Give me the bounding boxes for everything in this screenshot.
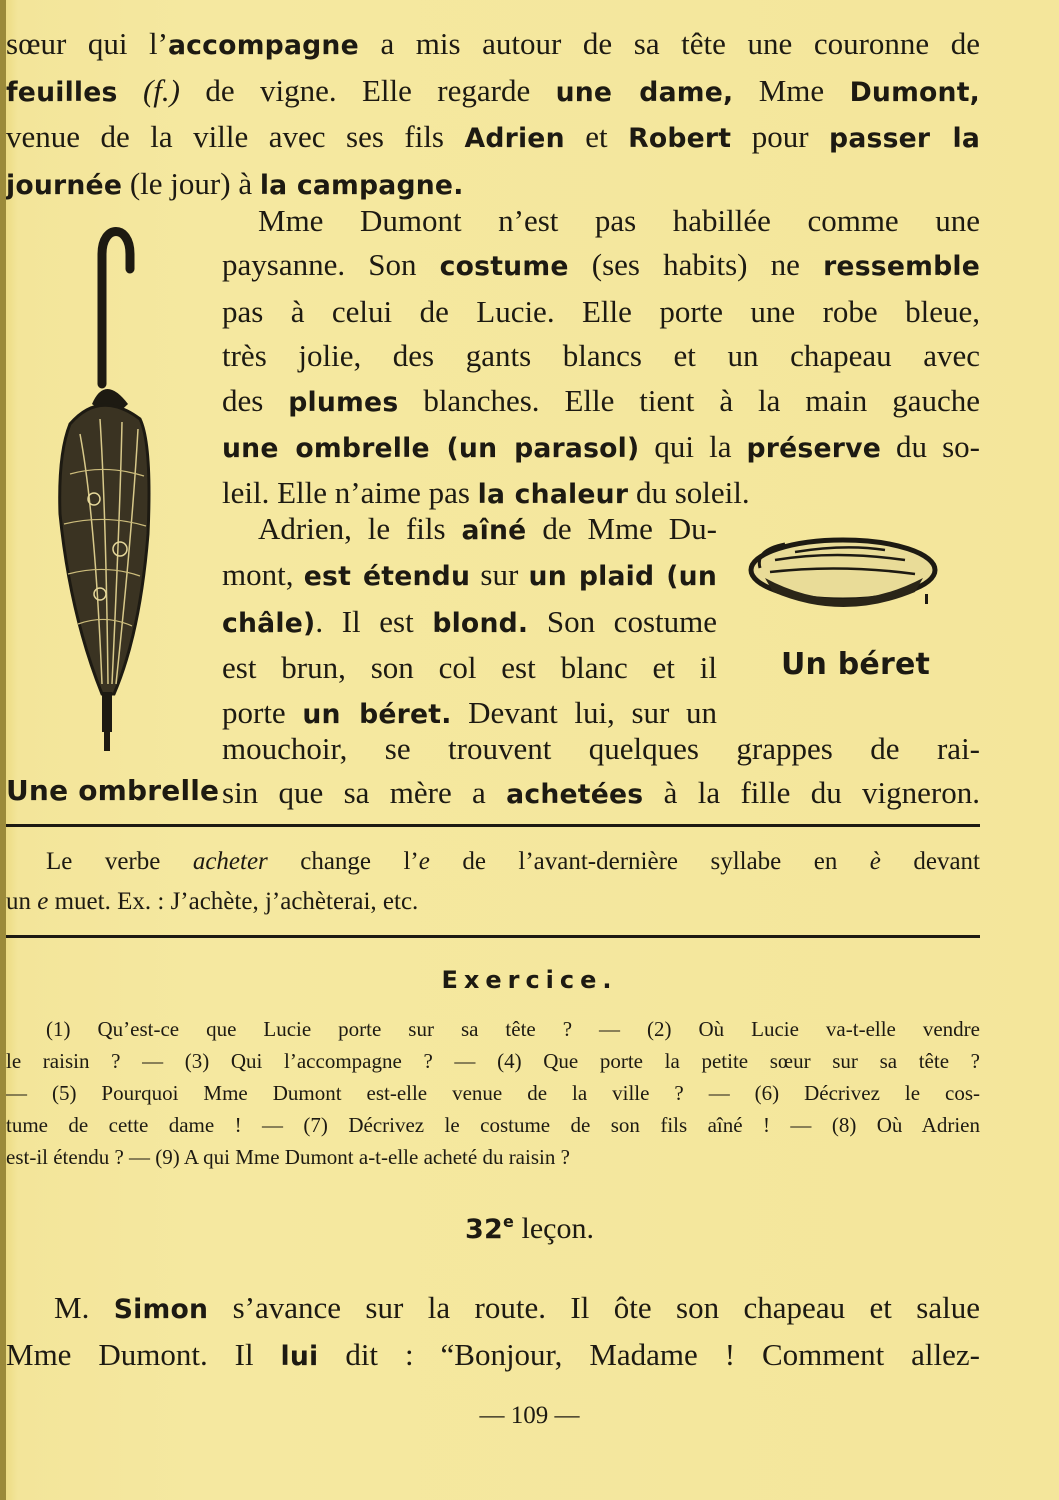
text: Son costume [528, 603, 717, 639]
text-line [6, 1285, 980, 1332]
paragraph-adrien-continued [222, 727, 980, 818]
text: Mme [733, 72, 850, 108]
italic-word: è [869, 848, 881, 875]
vocab-word: aîné [461, 515, 527, 546]
text: de l’avant-dernière syllabe en [429, 848, 870, 875]
vocab-word: Robert [628, 123, 732, 154]
text: du so- [880, 429, 980, 465]
text-line: est-il étendu ? — (9) A qui Mme Dumont a-t-elle acheté du raisin ? [6, 1145, 570, 1169]
vocab-word: passer la [829, 123, 980, 154]
vocab-word: ressemble [823, 251, 980, 283]
text: Mme Dumont n’est pas habillée comme une [258, 203, 980, 238]
text-line [222, 379, 980, 425]
text-line: le raisin ? — (3) Qui l’accompagne ? — (4) Que porte la petite sœur sur sa tête ? [6, 1049, 980, 1073]
paragraph-costume [222, 199, 980, 518]
text-line [222, 553, 717, 599]
text-line [222, 727, 980, 771]
lesson-word: leçon. [514, 1212, 594, 1245]
text: sœur qui l’ [6, 26, 168, 61]
text-line: — (5) Pourquoi Mme Dumont est-elle venue de la ville ? — (6) Décrivez le cos- [6, 1081, 980, 1105]
text-line [222, 600, 717, 646]
text: de vigne. Elle regarde [180, 72, 556, 108]
text: M. [54, 1290, 114, 1325]
vocab-word: journée [6, 169, 123, 201]
text [118, 73, 143, 108]
vocab-word: châle) [222, 607, 316, 639]
text: pas à celui de Lucie. Elle porte une robe bleue, [222, 293, 980, 329]
text: (ses habits) ne [568, 247, 824, 283]
vocab-word: achetées [506, 779, 644, 811]
text: et [564, 119, 629, 154]
divider-bottom [6, 935, 980, 938]
text: s’avance sur la route. Il ôte son chapeau et salue [208, 1290, 980, 1325]
umbrella-illustration [40, 214, 180, 759]
text-line [222, 646, 717, 690]
exercise-title: Exercice. [441, 966, 618, 994]
vocab-word: un béret. [302, 698, 452, 730]
vocab-word: un plaid (un [528, 561, 717, 593]
text: Mme Dumont. Il [6, 1337, 281, 1372]
vocab-word: une ombrelle (un parasol) [222, 433, 640, 465]
text: qui la [639, 429, 747, 465]
text: (le jour) à [122, 165, 260, 201]
text-line [6, 69, 980, 116]
text: sin que sa mère a [222, 775, 507, 811]
vocab-word: est étendu [303, 561, 471, 593]
text: des [222, 382, 289, 418]
text-line [222, 199, 980, 243]
vocab-word: Dumont, [849, 76, 980, 108]
text: est brun, son col est blanc et il [222, 650, 717, 686]
text: Devant lui, sur un [451, 694, 717, 730]
text: un [6, 888, 38, 915]
text: très jolie, des gants blancs et un chapeau avec [222, 338, 980, 374]
text: change l’ [267, 848, 419, 875]
vocab-word: costume [439, 251, 569, 283]
text: du soleil. [628, 475, 750, 511]
vocab-word: une dame, [555, 76, 734, 108]
beret-illustration [745, 530, 940, 620]
lesson-number: 32 [464, 1214, 503, 1245]
text: venue de la ville avec ses fils [6, 119, 465, 154]
text-line [222, 425, 980, 471]
paragraph-intro [6, 22, 980, 208]
text: mont, [222, 557, 304, 593]
text-line [6, 842, 980, 882]
grammar-note: (f.) [142, 72, 180, 108]
italic-word: e [37, 888, 49, 915]
grammar-note-box [6, 842, 980, 922]
lesson-ordinal: e [502, 1212, 515, 1231]
text: sur [470, 557, 529, 593]
italic-word: acheter [192, 848, 268, 875]
text-line [6, 115, 980, 162]
vocab-word: blond. [432, 607, 529, 639]
vocab-word: Adrien [464, 123, 565, 154]
beret-caption: Un béret [781, 647, 931, 682]
text-line: tume de cette dame ! — (7) Décrivez le costume de son fils aîné ! — (8) Où Adrien [6, 1113, 980, 1137]
italic-word: e [418, 848, 430, 875]
vocab-word: lui [280, 1341, 319, 1372]
paragraph-simon [6, 1285, 980, 1379]
page-edge [0, 0, 6, 1500]
text: a mis autour de sa tête une couronne de [358, 26, 980, 61]
vocab-word: feuilles [6, 76, 118, 108]
text: à la fille du vigneron. [643, 775, 980, 811]
vocab-word: la chaleur [477, 479, 629, 511]
text: Le verbe [46, 848, 193, 875]
lesson-heading [0, 1212, 1059, 1246]
text: Adrien, le fils [258, 511, 462, 546]
text: blanches. Elle tient à la main gauche [398, 382, 980, 418]
text: dit : “Bonjour, Madame ! Comment allez- [318, 1337, 980, 1372]
text: devant [880, 848, 980, 875]
vocab-word: préserve [746, 433, 881, 465]
text: . Il est [315, 603, 433, 639]
text: mouchoir, se trouvent quelques grappes de rai- [222, 731, 980, 766]
text: de Mme Du- [526, 511, 717, 546]
text: porte [222, 694, 303, 730]
vocab-word: Simon [113, 1294, 209, 1325]
text-line [222, 243, 980, 289]
text: paysanne. Son [222, 247, 440, 283]
page-number: — 109 — [479, 1402, 580, 1429]
text: pour [731, 119, 830, 154]
text: muet. Ex. : J’achète, j’achèterai, etc. [48, 888, 419, 915]
text-line [222, 290, 980, 334]
divider-top [6, 824, 980, 827]
text-line [6, 882, 980, 922]
text-line [222, 507, 717, 553]
text: leil. Elle n’aime pas [222, 475, 478, 511]
vocab-word: plumes [288, 386, 399, 418]
text-line [222, 771, 980, 817]
text-line: (1) Qu’est-ce que Lucie porte sur sa tête ? — (2) Où Lucie va-t-elle vendre [46, 1017, 980, 1041]
text-line [6, 1332, 980, 1379]
exercise-questions [6, 1013, 980, 1173]
paragraph-adrien [222, 507, 717, 737]
text-line [222, 334, 980, 378]
text-line [6, 22, 980, 69]
vocab-word: accompagne [167, 30, 359, 61]
umbrella-caption: Une ombrelle [6, 774, 220, 807]
vocab-word: la campagne. [259, 169, 464, 201]
